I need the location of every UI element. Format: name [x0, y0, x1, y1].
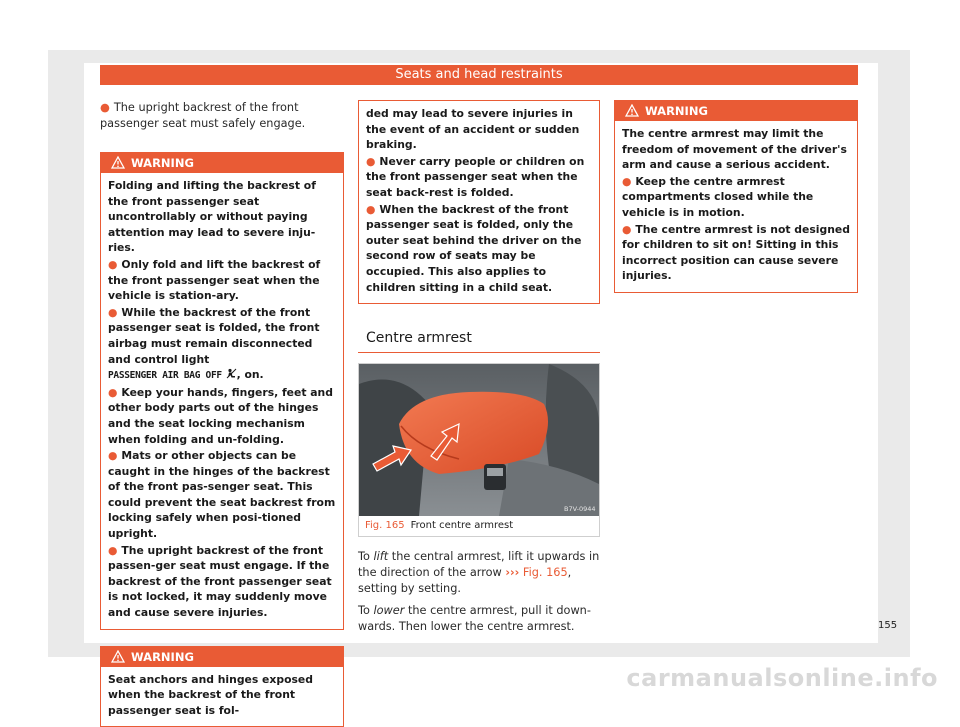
warning-bullet: ● Mats or other objects can be caught in the hinges of the backrest of the front pas-senger seat. This could prevent the seat backrest from locking safely when posi-tioned upright.	[108, 449, 336, 541]
warning-text: Seat anchors and hinges exposed when the backrest of the front passenger seat is fol-	[108, 672, 313, 717]
warning-bullet: ● Keep your hands, fingers, feet and other body parts out of the hinges and the seat locking mechanism when folding and un-folding.	[108, 385, 333, 446]
warning-bullet: ● Never carry people or children on the front passenger seat when the seat back-rest is folded.	[366, 154, 585, 199]
lift-instructions: To lift the central armrest, lift it upwards in the direction of the arrow ››› Fig. 165, setting by setting.	[358, 550, 600, 596]
bullet-icon: ●	[108, 385, 118, 399]
figure-armrest	[358, 363, 600, 537]
airbag-off-icon	[226, 368, 237, 379]
bullet-icon: ●	[622, 174, 632, 188]
watermark: carmanualsonline.info	[626, 664, 938, 692]
bullet-icon: ●	[366, 154, 376, 168]
column-middle	[358, 100, 600, 635]
section-title: Centre armrest	[358, 330, 600, 353]
bullet-icon: ●	[100, 101, 110, 114]
armrest-illustration	[359, 364, 599, 516]
intro-paragraph: ● The upright backrest of the front passenger seat must safely engage.	[100, 101, 306, 130]
warning-body	[615, 121, 857, 292]
warning-bullet: ● Keep the centre armrest compartments closed while the vehicle is in motion.	[622, 174, 814, 219]
warning-text: ded may lead to severe injuries in the event of an accident or sudden braking.	[366, 107, 580, 152]
warning-bullet: ● The upright backrest of the front passen-ger seat must engage. If the backrest of the front passenger seat is not locked, it may suddenly move and cause severe injuries.	[108, 543, 332, 620]
reference-arrows: ›››	[505, 566, 520, 580]
warning-bullet: ● When the backrest of the front passenger seat is folded, only the outer seat behind the driver on the second row of seats may be occupied. This also applies to children sitting in a child seat.	[366, 202, 582, 294]
warning-bullet: ● The centre armrest is not designed for children to sit on! Sitting in this incorrect position can cause severe injuries.	[622, 222, 850, 283]
warning-bullet: ● While the backrest of the front passenger seat is folded, the front airbag must remain disconnected and control light PASSENGER AIR BAG OFF , on.	[108, 305, 320, 382]
page-number: 155	[878, 620, 898, 631]
bullet-icon: ●	[108, 449, 118, 463]
column-right	[614, 100, 858, 293]
warning-header: WARNING	[615, 101, 857, 121]
figure-number: Fig. 165	[365, 520, 405, 532]
warning-triangle-icon	[111, 650, 125, 663]
bullet-icon: ●	[108, 257, 118, 271]
control-light-label: PASSENGER AIR BAG OFF	[108, 370, 222, 382]
column-left	[100, 100, 344, 727]
warning-triangle-icon	[111, 156, 125, 169]
warning-body	[101, 173, 343, 629]
warning-text: The centre armrest may limit the freedom of movement of the driver's arm and cause a serious accident.	[622, 127, 847, 172]
bullet-icon: ●	[108, 305, 118, 319]
bullet-icon: ●	[366, 202, 376, 216]
figure-reference-link[interactable]: Fig. 165	[522, 566, 568, 580]
warning-header: WARNING	[101, 153, 343, 173]
warning-box-backrest	[100, 152, 344, 630]
warning-box-armrest	[614, 100, 858, 293]
warning-text: Folding and lifting the backrest of the front passenger seat uncontrollably or without paying attention may lead to severe inju-ries.	[108, 179, 316, 255]
warning-body	[359, 101, 599, 303]
figure-code: B7V-0944	[564, 505, 596, 514]
page-header: Seats and head restraints	[100, 65, 858, 85]
bullet-icon: ●	[622, 222, 632, 236]
warning-bullet: ● Only fold and lift the backrest of the front passenger seat when the vehicle is station-ary.	[108, 257, 321, 303]
figure-caption: Fig. 165 Front centre armrest	[365, 520, 514, 532]
warning-triangle-icon	[625, 104, 639, 117]
lower-instructions: To lower the centre armrest, pull it down-wards. Then lower the centre armrest.	[358, 604, 591, 634]
bullet-icon: ●	[108, 543, 118, 557]
warning-header: WARNING	[101, 647, 343, 667]
warning-box-continued	[358, 100, 600, 304]
